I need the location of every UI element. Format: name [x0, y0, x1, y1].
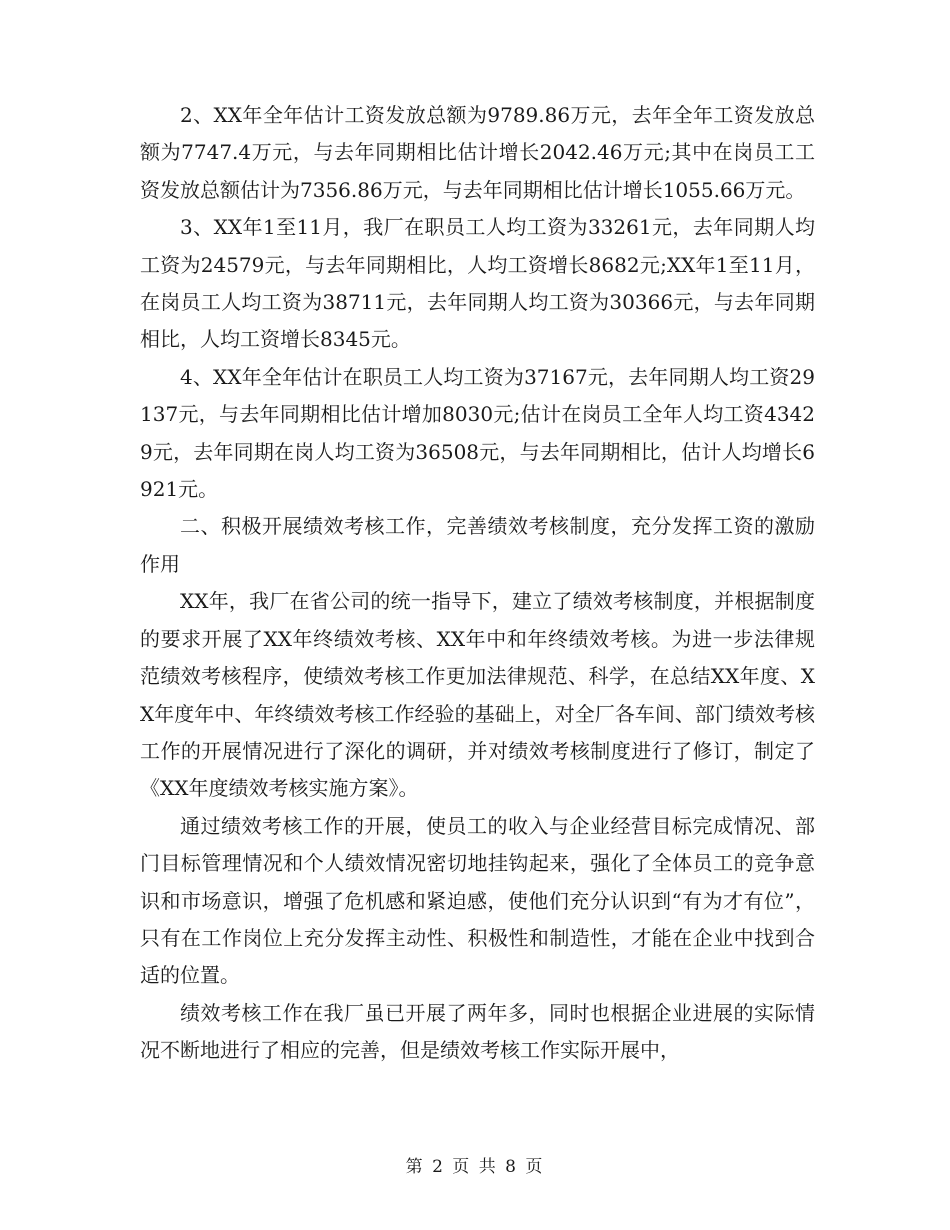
page-footer: 第 2 页 共 8 页: [405, 1157, 545, 1177]
paragraph-performance-issues: 绩效考核工作在我厂虽已开展了两年多，同时也根据企业进展的实际情况不断地进行了相应的完善，但是绩效考核工作实际开展中，: [140, 1000, 815, 1063]
document-body: [140, 97, 815, 1070]
paragraph-item-2: 2、XX年全年估计工资发放总额为9789.86万元，去年全年工资发放总额为7747.4万元，与去年同期相比估计增长2042.46万元;其中在岗员工工资发放总额估计为7356.86万元，与去年同期相比估计增长1055.66万元。: [140, 103, 815, 202]
paragraph-performance-system: XX年，我厂在省公司的统一指导下，建立了绩效考核制度，并根据制度的要求开展了XX年终绩效考核、XX年中和年终绩效考核。为进一步法律规范绩效考核程序，使绩效考核工作更加法律规范、科学，在总结XX年度、XX年度年中、年终绩效考核工作经验的基础上，对全厂各车间、部门绩效考核工作的开展情况进行了深化的调研，并对绩效考核制度进行了修订，制定了《XX年度绩效考核实施方案》。: [140, 589, 815, 801]
paragraph-item-3: 3、XX年1至11月，我厂在职员工人均工资为33261元，去年同期人均工资为24579元，与去年同期相比，人均工资增长8682元;XX年1至11月，在岗员工人均工资为38711元，去年同期人均工资为30366元，与去年同期相比，人均工资增长8345元。: [140, 215, 815, 352]
paragraph-performance-effect: 通过绩效考核工作的开展，使员工的收入与企业经营目标完成情况、部门目标管理情况和个人绩效情况密切地挂钩起来，强化了全体员工的竞争意识和市场意识，增强了危机感和紧迫感，使他们充分认识到“有为才有位”，只有在工作岗位上充分发挥主动性、积极性和制造性，才能在企业中找到合适的位置。: [140, 813, 815, 988]
paragraph-item-4: 4、XX年全年估计在职员工人均工资为37167元，去年同期人均工资29137元，与去年同期相比估计增加8030元;估计在岗员工全年人均工资43429元，去年同期在岗人均工资为36508元，与去年同期相比，估计人均增长6921元。: [140, 364, 815, 502]
section-heading-2: 二、积极开展绩效考核工作，完善绩效考核制度，充分发挥工资的激励作用: [140, 514, 815, 576]
